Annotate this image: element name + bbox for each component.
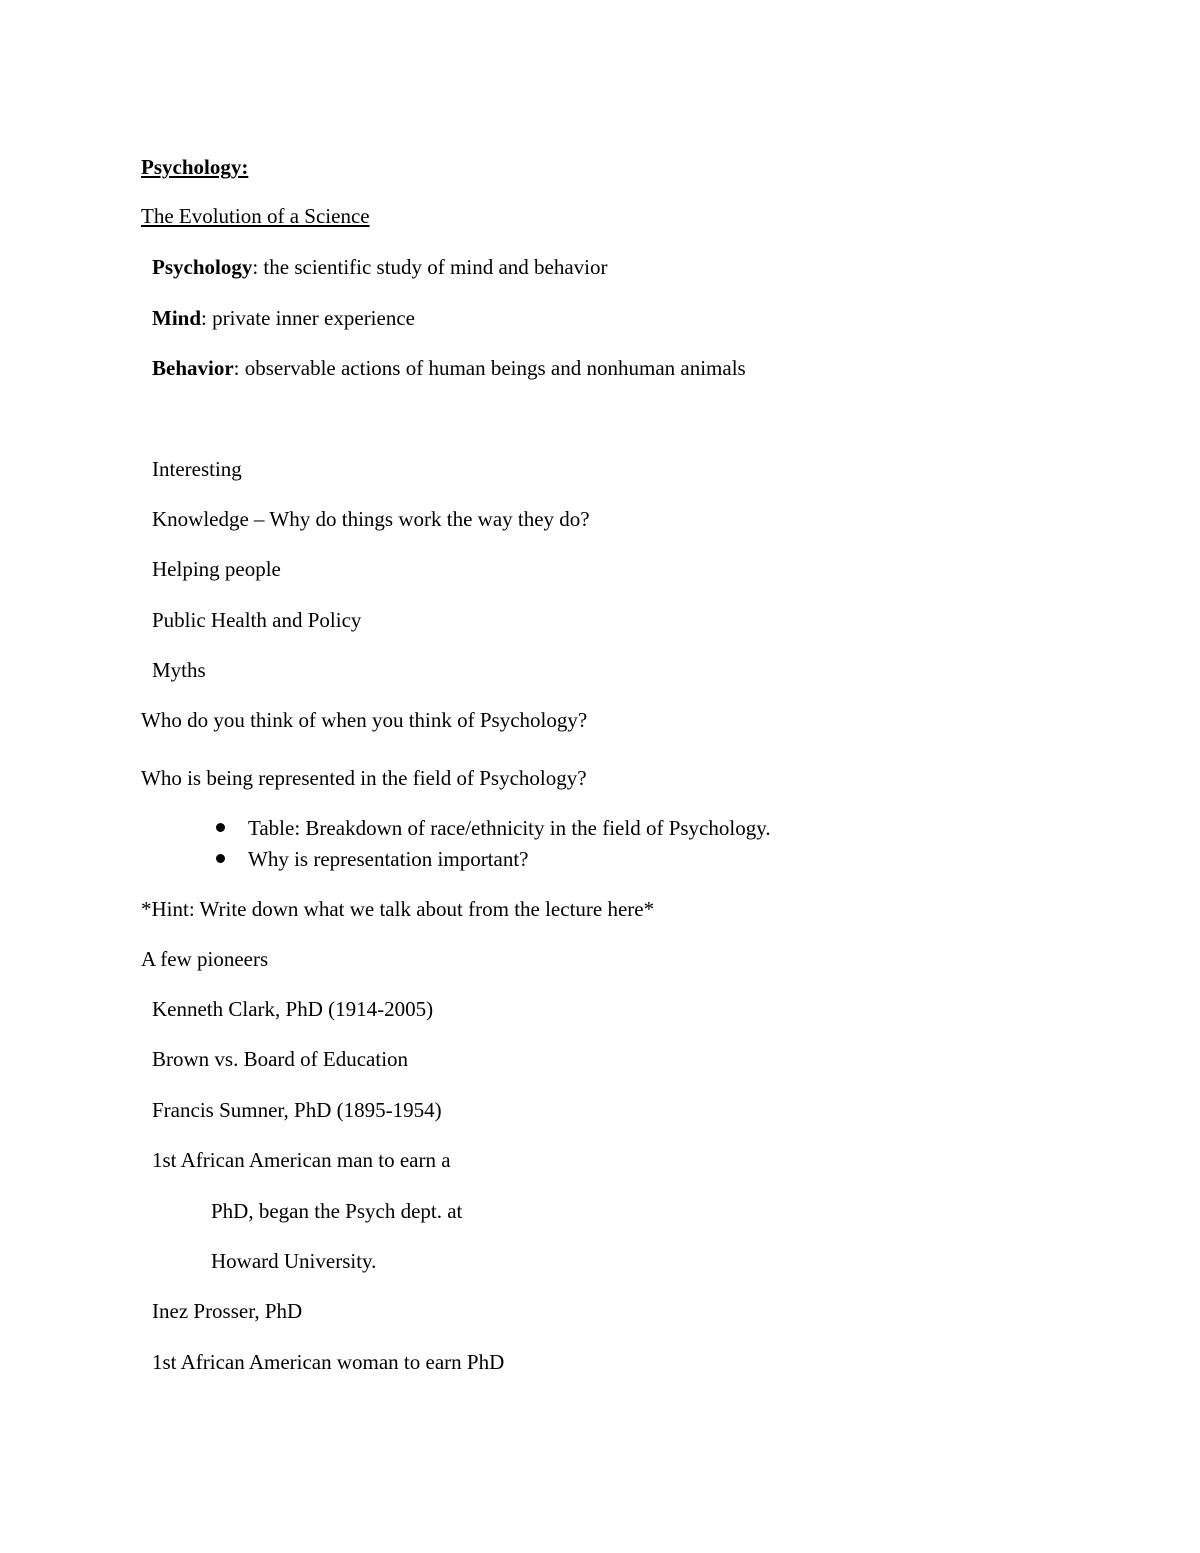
reason-item: Myths [152,658,206,682]
bullet-item: Why is representation important? [248,847,529,871]
definition-text: : the scientific study of mind and behavior [252,255,608,279]
pioneer-line: Kenneth Clark, PhD (1914-2005) [152,997,434,1021]
pioneer-line: Inez Prosser, PhD [152,1299,303,1323]
definition-behavior [152,355,746,381]
reason-item: Public Health and Policy [152,608,362,632]
bullet-item: Table: Breakdown of race/ethnicity in the field of Psychology. [248,816,771,840]
pioneer-line: Francis Sumner, PhD (1895-1954) [152,1098,442,1122]
definition-term: Psychology [152,255,253,279]
reason-item: Knowledge – Why do things work the way they do? [152,507,590,531]
document-title: Psychology: [141,155,249,179]
reason-item: Helping people [152,557,281,581]
definition-term: Behavior [152,356,234,380]
question-who-think: Who do you think of when you think of Psychology? [141,708,588,732]
document-subtitle: The Evolution of a Science [141,204,370,228]
bullet-dot-icon [216,823,225,832]
reason-item: Interesting [152,457,242,481]
definition-mind [152,305,415,331]
pioneer-line: Brown vs. Board of Education [152,1047,409,1071]
definition-psychology [152,254,608,280]
pioneer-line: Howard University. [211,1249,377,1273]
definition-term: Mind [152,306,202,330]
pioneers-heading: A few pioneers [141,947,269,971]
definition-text: : private inner experience [201,306,415,330]
bullet-dot-icon [216,854,225,863]
pioneer-line: 1st African American woman to earn PhD [152,1350,505,1374]
pioneer-line: PhD, began the Psych dept. at [211,1199,463,1223]
definition-text: : observable actions of human beings and nonhuman animals [233,356,746,380]
hint-note: *Hint: Write down what we talk about from the lecture here* [141,897,655,921]
question-representation: Who is being represented in the field of Psychology? [141,766,587,790]
pioneer-line: 1st African American man to earn a [152,1148,451,1172]
